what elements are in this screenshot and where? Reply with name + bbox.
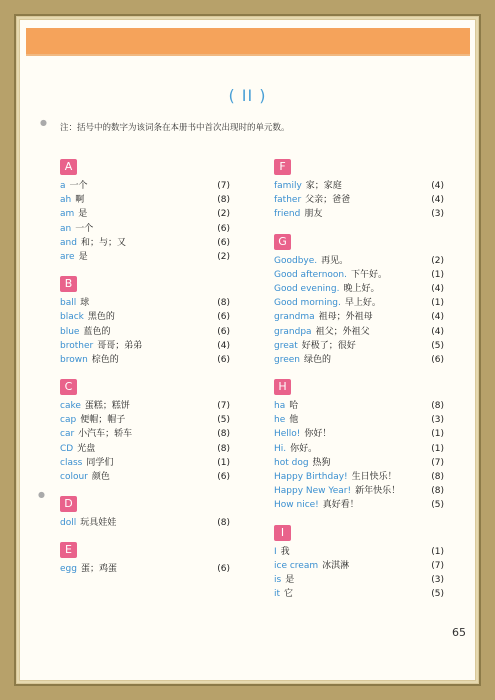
section-i	[274, 521, 444, 602]
entry-english: grandpa	[274, 326, 312, 337]
entry-english: colour	[60, 472, 88, 482]
entry-chinese: 家；家庭	[305, 181, 342, 191]
section-letter: A	[60, 159, 77, 175]
glossary-right-column	[274, 155, 444, 609]
entry-chinese: 你好。	[290, 443, 318, 454]
entry-unit: (5)	[431, 340, 444, 351]
entry-unit: (8)	[431, 401, 444, 412]
entry-chinese: 下午好。	[350, 269, 387, 280]
glossary-entry	[60, 179, 230, 193]
entry-english: family	[274, 181, 302, 191]
glossary-entry	[274, 325, 444, 339]
entry-unit: (2)	[217, 251, 230, 262]
entry-english: Hello!	[274, 429, 301, 440]
section-letter: I	[274, 525, 291, 541]
entry-unit: (6)	[217, 354, 230, 365]
entry-unit: (6)	[431, 354, 444, 365]
entry-english: Goodbye.	[274, 255, 318, 266]
entry-unit: (4)	[431, 283, 444, 294]
entry-english: friend	[274, 209, 301, 220]
entry-chinese: 它	[284, 589, 294, 600]
entry-english: How nice!	[274, 500, 319, 511]
glossary-entry	[274, 339, 444, 353]
entry-english: blue	[60, 326, 80, 337]
entry-english: CD	[60, 443, 74, 454]
section-h	[274, 375, 444, 513]
entry-english: brown	[60, 354, 88, 365]
header-banner	[26, 28, 470, 56]
entry-english: Good evening.	[274, 283, 340, 294]
entry-unit: (8)	[217, 518, 230, 529]
section-letter: F	[274, 159, 291, 175]
section-letter: B	[60, 276, 77, 292]
glossary-entry	[60, 207, 230, 221]
glossary-entry	[274, 399, 444, 413]
entry-chinese: 同学们	[86, 457, 114, 468]
entry-chinese: 新年快乐！	[355, 486, 401, 497]
entry-unit: (6)	[217, 326, 230, 337]
entry-unit: (1)	[431, 269, 444, 280]
entry-chinese: 他	[289, 415, 299, 426]
entry-unit: (6)	[217, 223, 230, 234]
entry-unit: (4)	[431, 181, 444, 191]
entry-unit: (6)	[217, 472, 230, 482]
entry-english: brother	[60, 340, 94, 351]
entry-unit: (1)	[431, 298, 444, 309]
entry-english: Hi.	[274, 443, 287, 454]
entry-unit: (8)	[431, 472, 444, 482]
glossary-entry	[274, 559, 444, 573]
entry-english: I	[274, 546, 277, 557]
glossary-entry	[60, 413, 230, 427]
entry-unit: (8)	[431, 486, 444, 497]
glossary-entry	[60, 310, 230, 324]
entry-english: Good morning.	[274, 298, 341, 309]
glossary-entry	[60, 222, 230, 236]
glossary-entry	[274, 470, 444, 484]
entry-chinese: 黑色的	[87, 312, 115, 323]
glossary-entry	[60, 456, 230, 470]
glossary-entry	[60, 339, 230, 353]
entry-english: cap	[60, 415, 77, 426]
entry-chinese: 光盘	[77, 443, 96, 454]
entry-english: car	[60, 429, 75, 440]
entry-unit: (2)	[431, 255, 444, 266]
entry-chinese: 再见。	[321, 255, 349, 266]
entry-unit: (4)	[431, 195, 444, 206]
entry-chinese: 蛋糕；糕饼	[84, 401, 130, 412]
entry-english: ice cream	[274, 560, 319, 571]
page-title: ( II )	[228, 86, 267, 105]
glossary-entry	[274, 427, 444, 441]
entry-unit: (1)	[431, 443, 444, 454]
glossary-entry	[274, 353, 444, 367]
glossary-entry	[60, 353, 230, 367]
glossary-entry	[274, 207, 444, 221]
entry-chinese: 你好！	[304, 429, 332, 440]
entry-unit: (6)	[217, 312, 230, 323]
glossary-entry	[274, 498, 444, 512]
entry-chinese: 绿色的	[304, 354, 332, 365]
entry-unit: (5)	[217, 415, 230, 426]
entry-english: an	[60, 223, 72, 234]
entry-english: father	[274, 195, 302, 206]
entry-chinese: 好极了；很好	[301, 340, 356, 351]
entry-chinese: 冰淇淋	[322, 560, 350, 571]
section-letter: C	[60, 379, 77, 395]
section-g	[274, 230, 444, 368]
entry-unit: (1)	[431, 546, 444, 557]
entry-chinese: 朋友	[304, 209, 323, 220]
entry-chinese: 蓝色的	[83, 326, 111, 337]
glossary-entry	[274, 413, 444, 427]
entry-chinese: 真好看！	[322, 500, 359, 511]
glossary-entry	[274, 545, 444, 559]
glossary-entry	[60, 325, 230, 339]
glossary-entry	[274, 456, 444, 470]
entry-unit: (1)	[217, 457, 230, 468]
glossary-entry	[60, 427, 230, 441]
entry-unit: (7)	[217, 401, 230, 412]
entry-chinese: 颜色	[91, 472, 110, 482]
entry-chinese: 啊	[75, 195, 85, 206]
entry-english: ball	[60, 298, 77, 309]
glossary-entry	[60, 193, 230, 207]
entry-english: it	[274, 589, 281, 600]
entry-english: great	[274, 340, 298, 351]
entry-chinese: 祖父；外祖父	[315, 326, 370, 337]
entry-english: hot dog	[274, 457, 309, 468]
page-number: 65	[452, 626, 466, 639]
glossary-entry	[274, 282, 444, 296]
entry-english: are	[60, 251, 75, 262]
glossary-entry	[60, 470, 230, 484]
entry-chinese: 热狗	[312, 457, 331, 468]
glossary-entry	[60, 399, 230, 413]
entry-unit: (6)	[217, 237, 230, 248]
glossary-entry	[60, 562, 230, 576]
entry-chinese: 早上好。	[344, 298, 381, 309]
entry-chinese: 一个	[75, 223, 94, 234]
entry-english: green	[274, 354, 300, 365]
margin-dot: ●	[38, 490, 45, 499]
glossary-entry	[60, 296, 230, 310]
entry-english: am	[60, 209, 75, 220]
entry-unit: (4)	[431, 312, 444, 323]
entry-chinese: 棕色的	[91, 354, 119, 365]
glossary-entry	[274, 587, 444, 601]
entry-unit: (5)	[431, 500, 444, 511]
entry-unit: (8)	[217, 195, 230, 206]
glossary-entry	[60, 250, 230, 264]
entry-chinese: 玩具娃娃	[80, 518, 117, 529]
entry-english: ah	[60, 195, 72, 206]
glossary-entry	[274, 254, 444, 268]
section-a	[60, 155, 230, 264]
entry-unit: (1)	[431, 429, 444, 440]
entry-unit: (8)	[217, 298, 230, 309]
entry-unit: (3)	[431, 209, 444, 220]
entry-chinese: 我	[280, 546, 290, 557]
entry-unit: (6)	[217, 564, 230, 575]
entry-chinese: 是	[78, 209, 88, 220]
glossary-note: 注：括号中的数字为该词条在本册书中首次出现时的单元数。	[60, 123, 290, 133]
entry-unit: (4)	[431, 326, 444, 337]
entry-chinese: 哥哥；弟弟	[97, 340, 143, 351]
glossary-entry	[60, 236, 230, 250]
glossary-entry	[60, 516, 230, 530]
entry-chinese: 是	[78, 251, 88, 262]
section-d	[60, 492, 230, 530]
entry-chinese: 是	[285, 574, 295, 585]
glossary-entry	[274, 268, 444, 282]
entry-english: a	[60, 181, 66, 191]
entry-chinese: 球	[80, 298, 90, 309]
entry-english: Good afternoon.	[274, 269, 347, 280]
glossary-entry	[274, 573, 444, 587]
entry-unit: (8)	[217, 443, 230, 454]
entry-chinese: 蛋；鸡蛋	[80, 564, 117, 575]
entry-english: he	[274, 415, 286, 426]
entry-english: Happy Birthday!	[274, 472, 348, 482]
entry-chinese: 哈	[289, 401, 299, 412]
entry-unit: (2)	[217, 209, 230, 220]
entry-chinese: 和；与；又	[80, 237, 126, 248]
section-letter: G	[274, 234, 291, 250]
entry-chinese: 小汽车；轿车	[78, 429, 133, 440]
glossary-entry	[274, 484, 444, 498]
glossary-entry	[274, 442, 444, 456]
glossary-entry	[274, 296, 444, 310]
glossary-entry	[274, 179, 444, 193]
glossary-entry	[274, 193, 444, 207]
entry-chinese: 晚上好。	[343, 283, 380, 294]
entry-english: and	[60, 237, 77, 248]
entry-unit: (4)	[217, 340, 230, 351]
margin-dot: ●	[40, 118, 47, 127]
section-e	[60, 538, 230, 576]
entry-english: black	[60, 312, 84, 323]
section-b	[60, 272, 230, 367]
entry-unit: (7)	[217, 181, 230, 191]
entry-chinese: 祖母；外祖母	[318, 312, 373, 323]
entry-chinese: 父亲；爸爸	[305, 195, 351, 206]
entry-english: Happy New Year!	[274, 486, 352, 497]
entry-chinese: 生日快乐！	[351, 472, 397, 482]
section-letter: D	[60, 496, 77, 512]
entry-english: ha	[274, 401, 286, 412]
entry-english: grandma	[274, 312, 315, 323]
section-c	[60, 375, 230, 484]
glossary-entry	[274, 310, 444, 324]
entry-english: class	[60, 457, 83, 468]
glossary-entry	[60, 442, 230, 456]
entry-english: is	[274, 574, 282, 585]
entry-unit: (8)	[217, 429, 230, 440]
glossary-left-column	[60, 155, 230, 585]
entry-chinese: 便帽；帽子	[80, 415, 126, 426]
entry-english: cake	[60, 401, 81, 412]
entry-unit: (5)	[431, 589, 444, 600]
entry-unit: (3)	[431, 574, 444, 585]
entry-unit: (7)	[431, 457, 444, 468]
section-f	[274, 155, 444, 222]
entry-english: egg	[60, 564, 77, 575]
section-letter: H	[274, 379, 291, 395]
entry-unit: (3)	[431, 415, 444, 426]
entry-unit: (7)	[431, 560, 444, 571]
entry-english: doll	[60, 518, 77, 529]
entry-chinese: 一个	[69, 181, 88, 191]
section-letter: E	[60, 542, 77, 558]
